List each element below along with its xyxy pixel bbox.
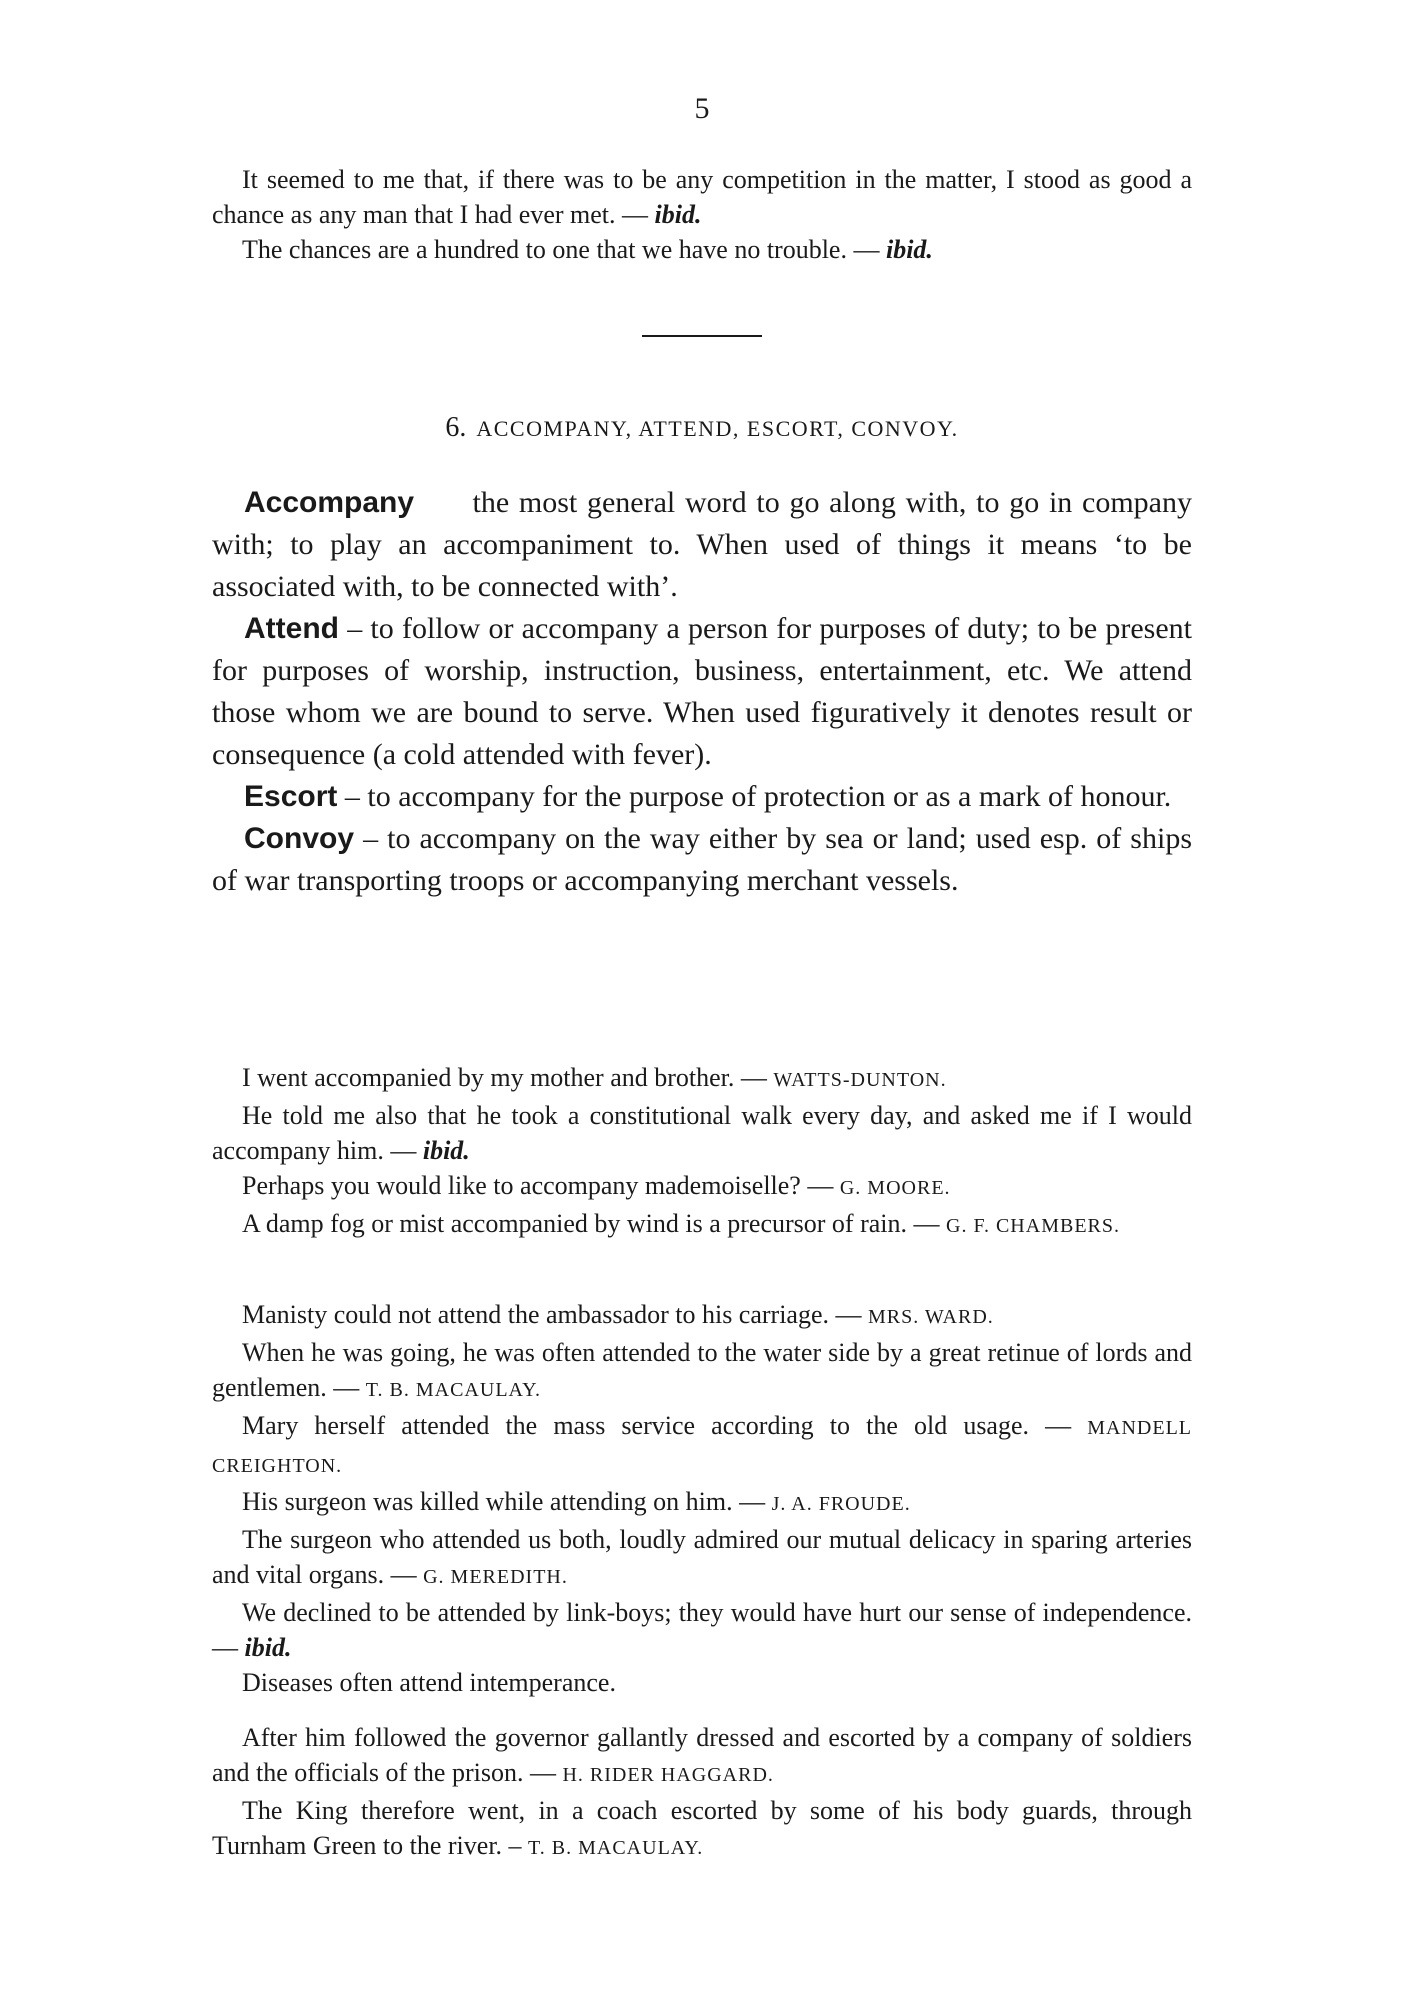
quote-source: H. RIDER HAGGARD. xyxy=(562,1764,774,1786)
quote-source: MRS. WARD. xyxy=(868,1306,994,1328)
quote-source: ibid. xyxy=(885,235,933,264)
section-title: ACCOMPANY, ATTEND, ESCORT, CONVOY. xyxy=(476,416,959,441)
quote-source: MANDELL CREIGHTON. xyxy=(212,1417,1192,1477)
quote-line: The chances are a hundred to one that we have no trouble. — ibid. xyxy=(242,235,933,264)
section-divider xyxy=(642,335,762,337)
definition-term: Escort xyxy=(244,780,338,813)
quote-source: G. MOORE. xyxy=(839,1177,951,1199)
quote-line: I went accompanied by my mother and brother. — WATTS-DUNTON. xyxy=(242,1063,947,1092)
definition-attend xyxy=(212,608,1192,776)
escort-quotes xyxy=(212,1720,1192,1866)
quote-line: He told me also that he took a constitutional walk every day, and asked me if I would accompany him. — ibid. xyxy=(212,1101,1192,1165)
definition-escort xyxy=(212,776,1192,818)
attend-quotes xyxy=(212,1297,1192,1700)
quote-line: Mary herself attended the mass service according to the old usage. — MANDELL CREIGHTON. xyxy=(212,1411,1192,1477)
quote-line: The surgeon who attended us both, loudly admired our mutual delicacy in sparing arteries and vital organs. — G. MEREDITH. xyxy=(212,1525,1192,1589)
quote-line: Manisty could not attend the ambassador to his carriage. — MRS. WARD. xyxy=(242,1300,994,1329)
quote-line: Perhaps you would like to accompany mademoiselle? — G. MOORE. xyxy=(242,1171,951,1200)
definition-term: Convoy xyxy=(244,822,355,855)
quote-source: ibid. xyxy=(654,200,702,229)
intro-quotes xyxy=(212,162,1192,267)
definition-text: – to follow or accompany a person for purposes of duty; to be present for purposes of worship, instruction, business, entertainment, etc. We attend those whom we are bound to serve. When used figuratively it denotes result or consequence (a cold attended with fever). xyxy=(212,612,1193,771)
definition-term: Accompany xyxy=(244,486,415,519)
quote-source: G. F. CHAMBERS. xyxy=(946,1215,1120,1237)
quote-line: It seemed to me that, if there was to be any competition in the matter, I stood as good a chance as any man that I had ever met. — ibid. xyxy=(212,165,1192,229)
definition-text: the most general word to go along with, to go in company with; to play an accompaniment to. When used of things it means ‘to be associated with, to be connected with’. xyxy=(212,486,1192,603)
quote-source: WATTS-DUNTON. xyxy=(773,1069,947,1091)
definition-accompany xyxy=(212,482,1192,608)
quote-line: His surgeon was killed while attending on him. — J. A. FROUDE. xyxy=(242,1487,911,1516)
page-number: 5 xyxy=(694,92,710,125)
quote-source: T. B. MACAULAY. xyxy=(365,1379,542,1401)
definitions xyxy=(212,482,1192,902)
definition-convoy xyxy=(212,818,1192,902)
quote-line: After him followed the governor gallantly dressed and escorted by a company of soldiers and the officials of the prison. — H. RIDER HAGGARD. xyxy=(212,1723,1192,1787)
quote-line: Diseases often attend intemperance. xyxy=(242,1668,616,1697)
quote-source: ibid. xyxy=(422,1136,470,1165)
definition-text: – to accompany on the way either by sea or land; used esp. of ships of war transporting troops or accompanying merchant vessels. xyxy=(212,822,1192,897)
quote-source: ibid. xyxy=(244,1633,292,1662)
definition-text: – to accompany for the purpose of protection or as a mark of honour. xyxy=(344,780,1172,813)
quote-line: We declined to be attended by link-boys; they would have hurt our sense of independence. — ibid. xyxy=(212,1598,1192,1662)
quote-source: J. A. FROUDE. xyxy=(771,1493,911,1515)
accompany-quotes xyxy=(212,1060,1192,1244)
quote-source: G. MEREDITH. xyxy=(423,1566,568,1588)
section-number: 6. xyxy=(445,412,467,443)
quote-line: A damp fog or mist accompanied by wind is a precursor of rain. — G. F. CHAMBERS. xyxy=(242,1209,1120,1238)
definition-term: Attend xyxy=(244,612,339,645)
quote-line: When he was going, he was often attended to the water side by a great retinue of lords and gentlemen. — T. B. MACAULAY. xyxy=(212,1338,1192,1402)
section-heading xyxy=(0,412,1404,444)
quote-line: The King therefore went, in a coach escorted by some of his body guards, through Turnham Green to the river. – T. B. MACAULAY. xyxy=(212,1796,1192,1860)
quote-source: T. B. MACAULAY. xyxy=(528,1837,704,1859)
